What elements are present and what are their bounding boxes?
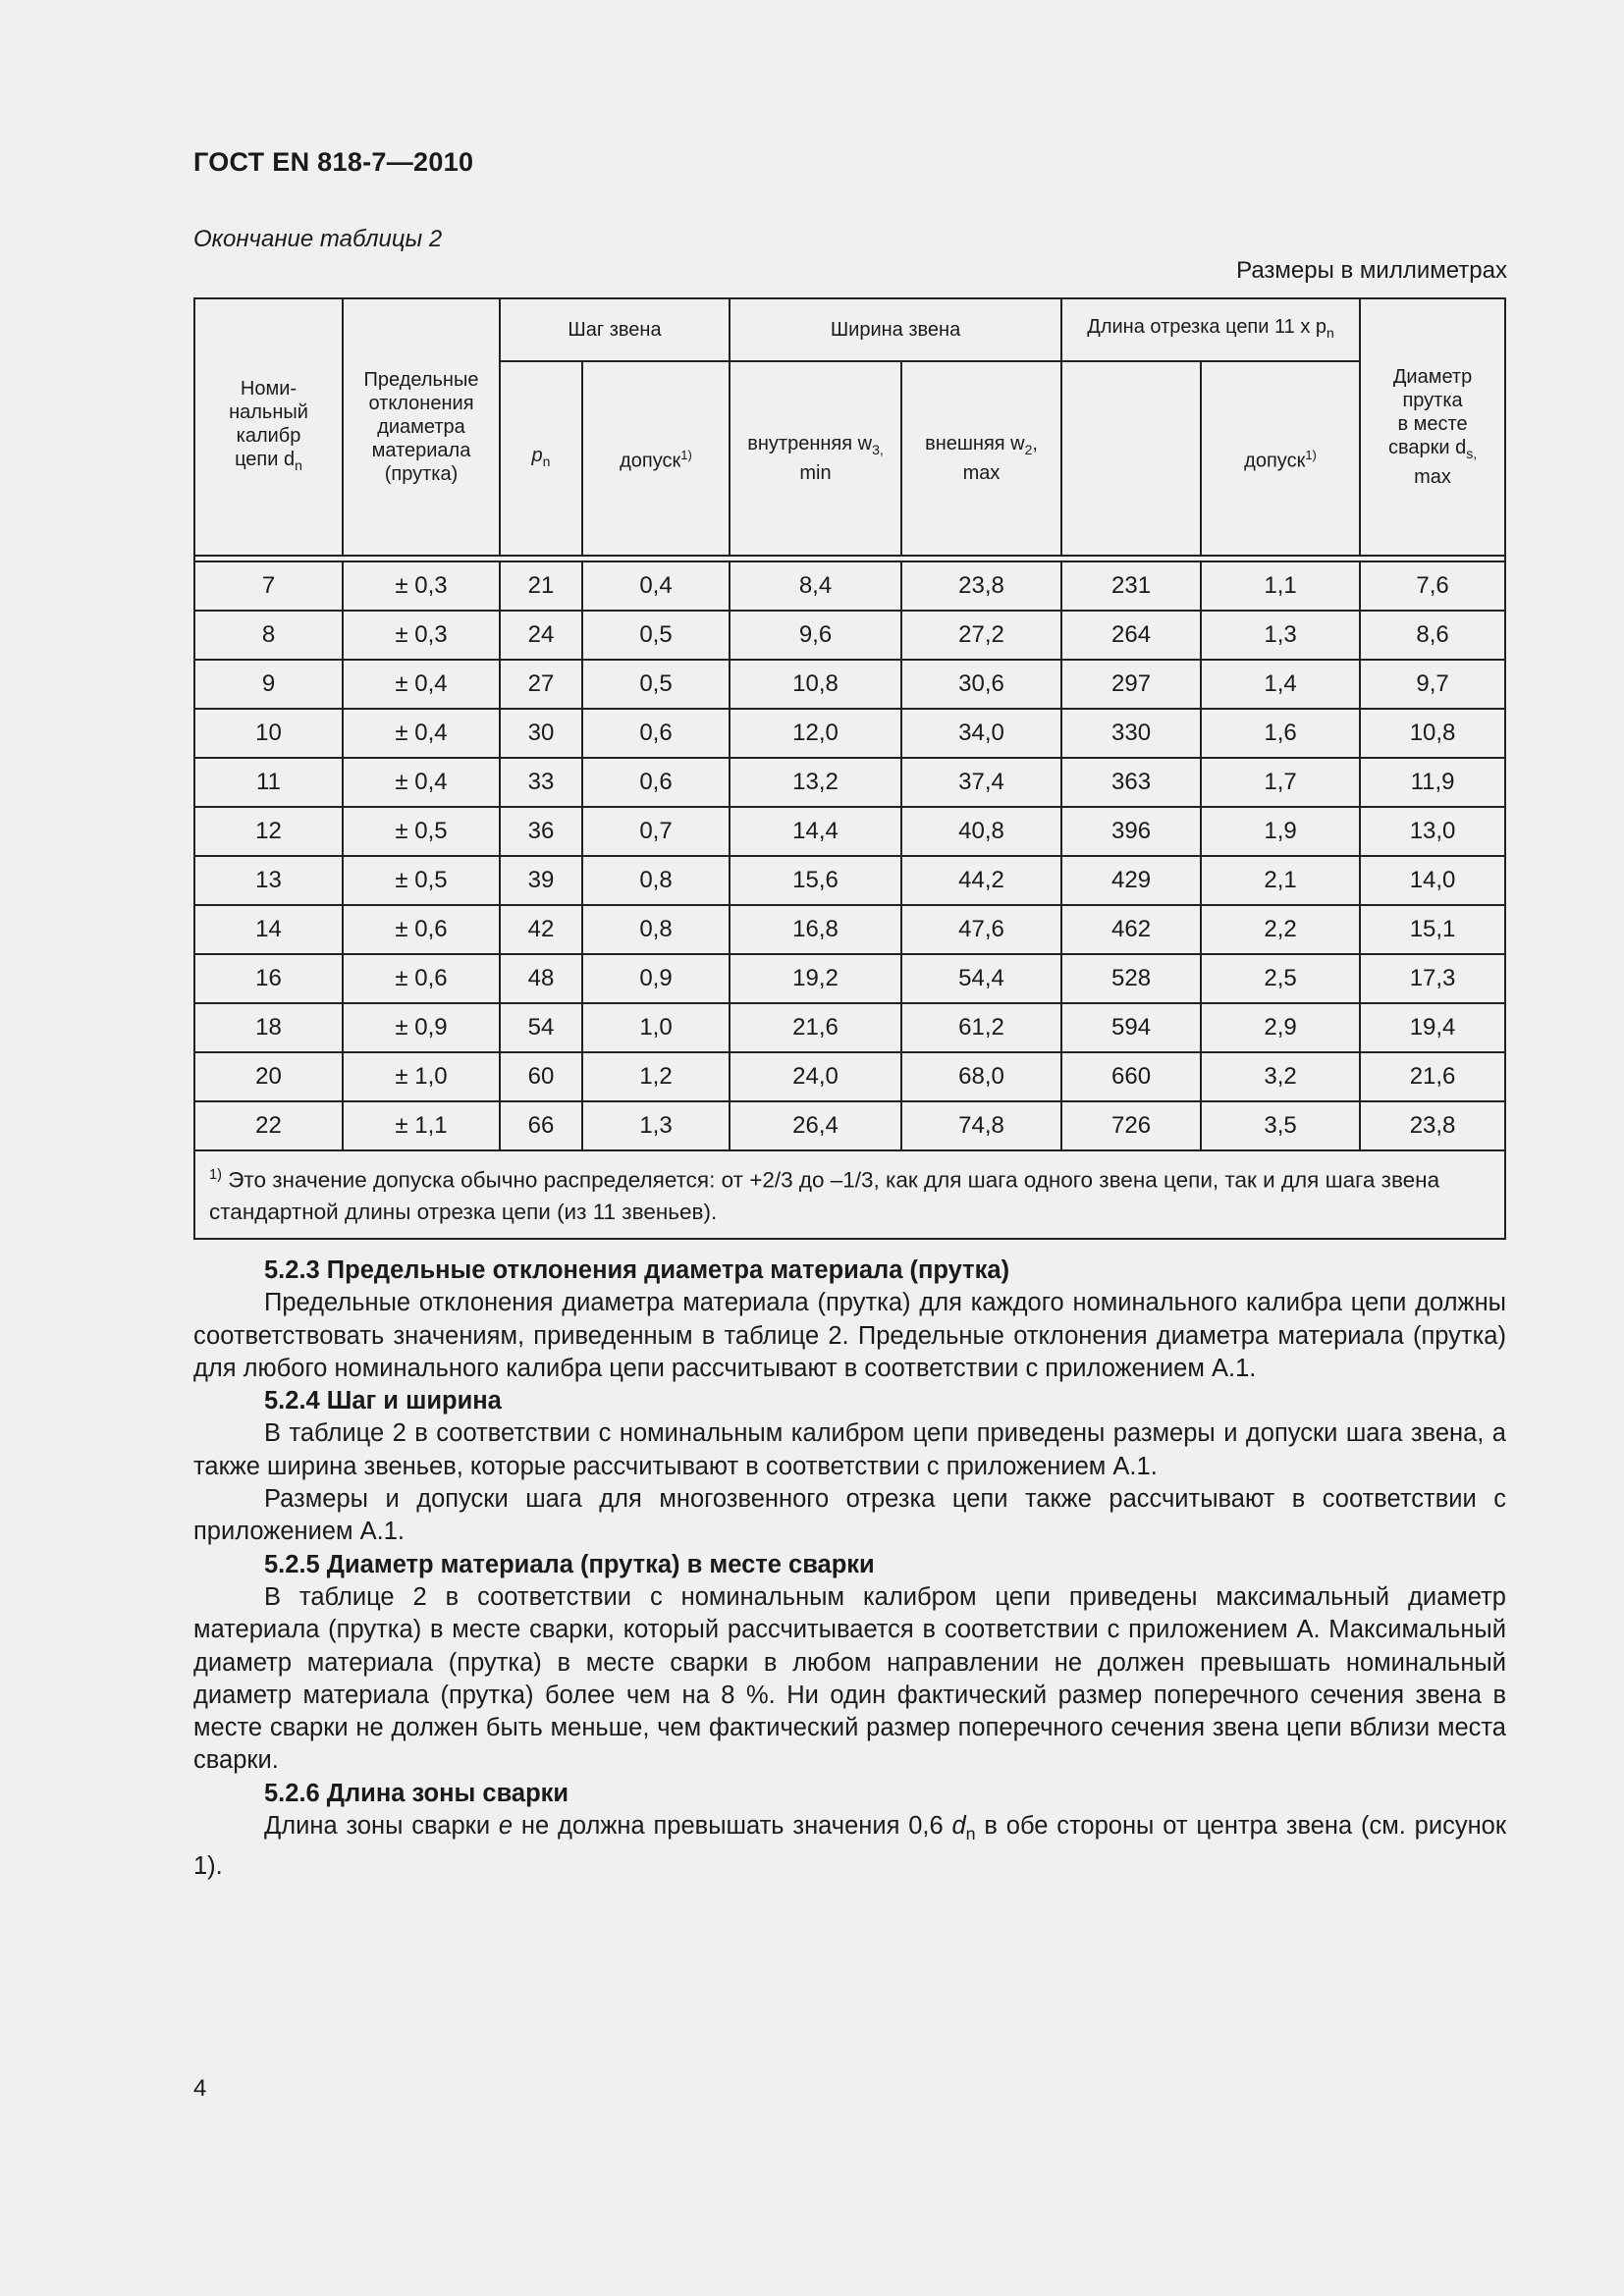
table-cell: 363: [1061, 758, 1201, 807]
table-cell: 1,3: [1201, 611, 1360, 660]
table-cell: ± 0,3: [343, 561, 500, 611]
table-cell: 30,6: [901, 660, 1061, 709]
table-cell: 37,4: [901, 758, 1061, 807]
table-cell: 8,4: [730, 561, 901, 611]
table-cell: 39: [500, 856, 582, 905]
table-cell: 66: [500, 1101, 582, 1150]
table-row: [194, 758, 1505, 807]
table-cell: 61,2: [901, 1003, 1061, 1052]
section-5-2-3-title: 5.2.3 Предельные отклонения диаметра материала (прутка): [264, 1256, 1010, 1284]
table-cell: 264: [1061, 611, 1201, 660]
table-cell: 18: [194, 1003, 343, 1052]
table-cell: 2,2: [1201, 905, 1360, 954]
table-cell: 0,7: [582, 807, 730, 856]
table-cell: ± 0,9: [343, 1003, 500, 1052]
table-footnote: $^{1)}$ Это значение допуска обычно распределяется: от +2/3 до –1/3, как для шага одного звена цепи, так и для шага звена стандартной длины отрезка цепи (из 11 звеньев).: [194, 1150, 1505, 1239]
table-cell: ± 0,4: [343, 660, 500, 709]
section-5-2-4-paragraph-2: Размеры и допуски шага для многозвенного отрезка цепи также рассчитывают в соответствии с приложением А.1.: [193, 1485, 1506, 1546]
header-outer-width: внешняя $w_2$, max: [901, 361, 1061, 556]
header-pitch-tolerance: допуск$^{1)}$: [582, 361, 730, 556]
table-cell: ± 0,6: [343, 954, 500, 1003]
table-cell: ± 0,4: [343, 758, 500, 807]
table-row: [194, 905, 1505, 954]
section-5-2-6-paragraph: Длина зоны сварки e не должна превышать значения 0,6 $d_n$ в обе стороны от центра звена (см. рисунок 1).: [193, 1812, 1506, 1881]
table-cell: 1,4: [1201, 660, 1360, 709]
table-row: [194, 709, 1505, 758]
table-cell: 9: [194, 660, 343, 709]
table-cell: 21,6: [1360, 1052, 1505, 1101]
table-row: [194, 1003, 1505, 1052]
table-cell: 12: [194, 807, 343, 856]
table-cell: 16,8: [730, 905, 901, 954]
table-cell: 462: [1061, 905, 1201, 954]
table-row: [194, 611, 1505, 660]
header-deviation: Предельные отклонения диаметра материала (прутка): [343, 298, 500, 556]
table-row: [194, 954, 1505, 1003]
table-cell: 24,0: [730, 1052, 901, 1101]
table-cell: 3,5: [1201, 1101, 1360, 1150]
section-5-2-5-paragraph: В таблице 2 в соответствии с номинальным калибром цепи приведены максимальный диаметр материала (прутка) в месте сварки, который рассчитывается в соответствии с приложением А. Максимальный диаметр материала (прутка) в месте сварки в любом направлении не должен превышать номинальный диаметр материала (прутка) более чем на 8 %. Ни один фактический размер поперечного сечения звена в месте сварки не должен быть меньше, чем фактический размер поперечного сечения звена цепи вблизи места сварки.: [193, 1582, 1506, 1775]
table-cell: 27,2: [901, 611, 1061, 660]
table-cell: 2,1: [1201, 856, 1360, 905]
table-cell: 0,8: [582, 856, 730, 905]
table-cell: 27: [500, 660, 582, 709]
section-5-2-3-paragraph: Предельные отклонения диаметра материала (прутка) для каждого номинального калибра цепи должны соответствовать значениям, приведенным в таблице 2. Предельные отклонения диаметра материала (прутка) для любого номинального калибра цепи рассчитывают в соответствии с приложением А.1.: [193, 1289, 1506, 1382]
section-5-2-6-title: 5.2.6 Длина зоны сварки: [264, 1779, 569, 1807]
table-cell: 14,4: [730, 807, 901, 856]
page-number: 4: [193, 2075, 207, 2102]
table-cell: 13: [194, 856, 343, 905]
table-cell: 21: [500, 561, 582, 611]
table-cell: 17,3: [1360, 954, 1505, 1003]
table-cell: 1,3: [582, 1101, 730, 1150]
header-weld-diameter: Диаметр прутка в месте сварки $d_{s,}$ max: [1360, 298, 1505, 556]
table-cell: 60: [500, 1052, 582, 1101]
table-cell: 16: [194, 954, 343, 1003]
table-cell: 24: [500, 611, 582, 660]
table-caption: Окончание таблицы 2: [193, 226, 443, 252]
table-cell: 7: [194, 561, 343, 611]
table-cell: 19,4: [1360, 1003, 1505, 1052]
body-text: [193, 1255, 1506, 1884]
table-cell: 15,6: [730, 856, 901, 905]
table-cell: 20: [194, 1052, 343, 1101]
table-cell: ± 0,3: [343, 611, 500, 660]
table-cell: 19,2: [730, 954, 901, 1003]
table-cell: 231: [1061, 561, 1201, 611]
table-cell: ± 0,5: [343, 856, 500, 905]
table-cell: 40,8: [901, 807, 1061, 856]
table-cell: 1,1: [1201, 561, 1360, 611]
header-nominal-gauge: Номи- нальный калибр цепи $d_n$: [194, 298, 343, 556]
header-pitch-group: Шаг звена: [500, 298, 730, 361]
table-cell: 7,6: [1360, 561, 1505, 611]
table-cell: 54,4: [901, 954, 1061, 1003]
table-cell: 42: [500, 905, 582, 954]
units-note: Размеры в миллиметрах: [1236, 257, 1507, 284]
document-header: ГОСТ EN 818-7—2010: [193, 147, 474, 177]
table-cell: 23,8: [901, 561, 1061, 611]
dimensions-table: [193, 297, 1506, 1240]
table-cell: 3,2: [1201, 1052, 1360, 1101]
table-cell: 1,6: [1201, 709, 1360, 758]
table-cell: 9,6: [730, 611, 901, 660]
table-cell: 429: [1061, 856, 1201, 905]
table-cell: 44,2: [901, 856, 1061, 905]
table-cell: 11,9: [1360, 758, 1505, 807]
header-pn: $p_n$: [500, 361, 582, 556]
table-cell: 12,0: [730, 709, 901, 758]
table-row: [194, 1101, 1505, 1150]
table-row: [194, 660, 1505, 709]
table-cell: 8,6: [1360, 611, 1505, 660]
table-cell: 0,6: [582, 709, 730, 758]
table-cell: 594: [1061, 1003, 1201, 1052]
table-cell: 2,9: [1201, 1003, 1360, 1052]
table-cell: 0,5: [582, 611, 730, 660]
table-cell: 297: [1061, 660, 1201, 709]
table-cell: 47,6: [901, 905, 1061, 954]
table-cell: 726: [1061, 1101, 1201, 1150]
table-cell: 396: [1061, 807, 1201, 856]
table-cell: ± 0,6: [343, 905, 500, 954]
header-length-tolerance: допуск$^{1)}$: [1201, 361, 1360, 556]
header-length-value: [1061, 361, 1201, 556]
header-inner-width: внутренняя $w_{3,}$ min: [730, 361, 901, 556]
table-cell: 13,2: [730, 758, 901, 807]
table-cell: 30: [500, 709, 582, 758]
table-cell: 0,5: [582, 660, 730, 709]
table-row: [194, 856, 1505, 905]
table-cell: 1,7: [1201, 758, 1360, 807]
table-cell: ± 0,5: [343, 807, 500, 856]
table-cell: 48: [500, 954, 582, 1003]
table-cell: 15,1: [1360, 905, 1505, 954]
table-cell: 660: [1061, 1052, 1201, 1101]
table-cell: 10,8: [1360, 709, 1505, 758]
table-cell: 1,9: [1201, 807, 1360, 856]
table-cell: ± 0,4: [343, 709, 500, 758]
table-row: [194, 1052, 1505, 1101]
header-width-group: Ширина звена: [730, 298, 1061, 361]
table-cell: 10: [194, 709, 343, 758]
table-row: [194, 561, 1505, 611]
header-length-group: Длина отрезка цепи 11 x $p_n$: [1061, 298, 1360, 361]
table-cell: 26,4: [730, 1101, 901, 1150]
table-cell: 36: [500, 807, 582, 856]
table-cell: 22: [194, 1101, 343, 1150]
table-cell: 33: [500, 758, 582, 807]
table-cell: 23,8: [1360, 1101, 1505, 1150]
table-cell: 0,6: [582, 758, 730, 807]
section-5-2-5-title: 5.2.5 Диаметр материала (прутка) в месте сварки: [264, 1550, 875, 1578]
table-cell: 2,5: [1201, 954, 1360, 1003]
table-cell: 1,2: [582, 1052, 730, 1101]
table-cell: 0,4: [582, 561, 730, 611]
table-cell: 13,0: [1360, 807, 1505, 856]
table-cell: 8: [194, 611, 343, 660]
table-cell: ± 1,0: [343, 1052, 500, 1101]
table-cell: 34,0: [901, 709, 1061, 758]
section-5-2-4-title: 5.2.4 Шаг и ширина: [264, 1387, 502, 1415]
table-cell: 9,7: [1360, 660, 1505, 709]
table-cell: 0,8: [582, 905, 730, 954]
table-cell: 11: [194, 758, 343, 807]
table-cell: 68,0: [901, 1052, 1061, 1101]
table-cell: 54: [500, 1003, 582, 1052]
table-cell: 14,0: [1360, 856, 1505, 905]
table-row: [194, 807, 1505, 856]
table-cell: 10,8: [730, 660, 901, 709]
table-cell: 330: [1061, 709, 1201, 758]
section-5-2-4-paragraph-1: В таблице 2 в соответствии с номинальным калибром цепи приведены размеры и допуски шага звена, а также ширина звеньев, которые рассчитывают в соответствии с приложением А.1.: [193, 1419, 1506, 1480]
table-cell: 1,0: [582, 1003, 730, 1052]
table-cell: 0,9: [582, 954, 730, 1003]
table-cell: 528: [1061, 954, 1201, 1003]
table-cell: 74,8: [901, 1101, 1061, 1150]
table-cell: 21,6: [730, 1003, 901, 1052]
table-cell: ± 1,1: [343, 1101, 500, 1150]
table-cell: 14: [194, 905, 343, 954]
